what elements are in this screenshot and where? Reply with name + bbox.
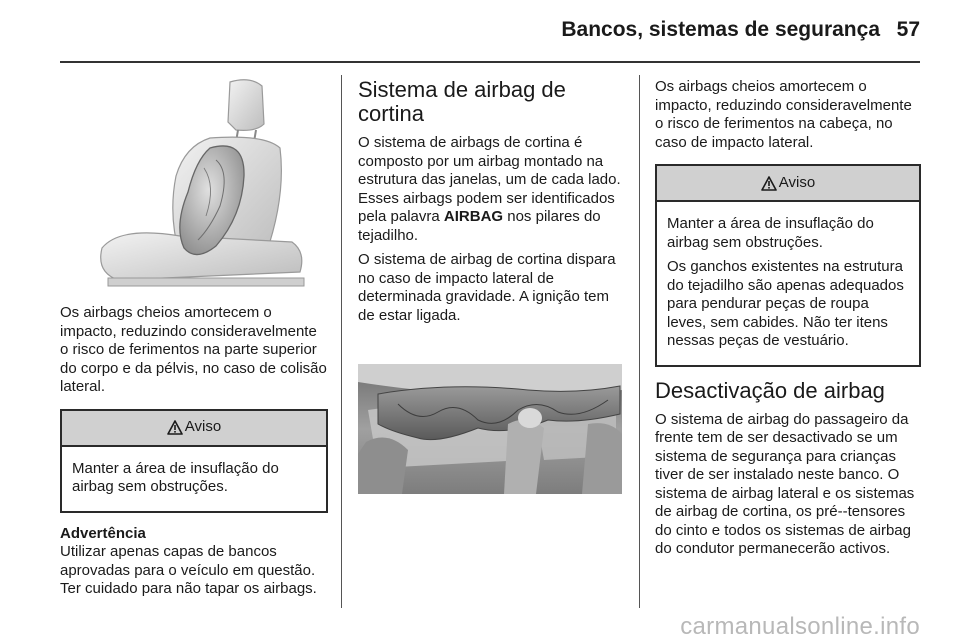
curtain-airbag-paragraph-1 — [358, 134, 624, 245]
airbag-label: AIRBAG — [443, 208, 504, 225]
warning-triangle-icon — [761, 176, 777, 191]
column-3 — [655, 78, 921, 565]
paragraph-1-text-end: nos pilares do tejadilho. — [358, 208, 601, 244]
note-text: Utilizar apenas capas de bancos aprovadas para o veículo em questão. Ter cuidado para não tapar os airbags. — [60, 543, 317, 597]
warning-header — [62, 411, 326, 447]
warning-box-2 — [655, 164, 921, 367]
warning-text-2: Os ganchos existentes na estrutura do tejadilho são apenas adequados para pendurar peças de roupa leves, sem cabides. Não ter itens nessas peças de vestuário. — [667, 258, 904, 349]
column-2 — [358, 78, 624, 331]
paragraph-1-text-start: O sistema de airbags de cortina é composto por um airbag montado na estrutura das janelas, um de cada lado. Esses airbags podem ser identificados pela palavra — [358, 134, 621, 225]
column-divider-1 — [341, 75, 342, 608]
curtain-airbag-paragraph-2: O sistema de airbag de cortina dispara no caso de impacto lateral de determinada gravidade. A ignição tem de estar ligada. — [358, 251, 616, 324]
page-header-title: Bancos, sistemas de segurança — [561, 18, 880, 41]
warning-title-2: Aviso — [778, 173, 816, 191]
column-1 — [60, 304, 328, 605]
warning-body-2 — [657, 202, 919, 365]
section-heading-airbag-deactivation: Desactivação de airbag — [655, 377, 885, 403]
warning-text: Manter a área de insuflação do airbag sem obstruções. — [72, 459, 279, 495]
seat-side-airbag-illustration — [60, 76, 326, 288]
warning-text-1: Manter a área de insuflação do airbag sem obstruções. — [667, 215, 874, 251]
header-divider — [60, 61, 920, 63]
warning-header-2 — [657, 166, 919, 202]
airbag-deactivation-paragraph: O sistema de airbag do passageiro da frente tem de ser desactivado se um sistema de segurança para crianças tiver de ser instalado neste banco. O sistema de airbag lateral e os sistemas de airbag de cortina, os pré--tensores do cinto e todos os sistemas de airbag do condutor permanecerão activos. — [655, 410, 915, 557]
warning-box — [60, 409, 328, 513]
watermark: carmanualsonline.info — [680, 613, 920, 640]
section-heading-curtain-airbag: Sistema de airbag de cortina — [358, 77, 566, 126]
curtain-airbag-caption: Os airbags cheios amortecem o impacto, reduzindo consideravelmente o risco de ferimentos na cabeça, no caso de impacto lateral. — [655, 78, 912, 151]
seat-airbag-caption: Os airbags cheios amortecem o impacto, reduzindo consideravelmente o risco de ferimentos na parte superior do corpo e da pélvis, no caso de colisão lateral. — [60, 304, 327, 395]
note-title: Advertência — [60, 524, 146, 542]
page-number: 57 — [896, 18, 920, 41]
column-divider-2 — [639, 75, 640, 608]
warning-body — [62, 447, 326, 511]
warning-title: Aviso — [184, 418, 222, 436]
curtain-airbag-photo — [358, 364, 622, 494]
warning-triangle-icon — [167, 420, 183, 435]
